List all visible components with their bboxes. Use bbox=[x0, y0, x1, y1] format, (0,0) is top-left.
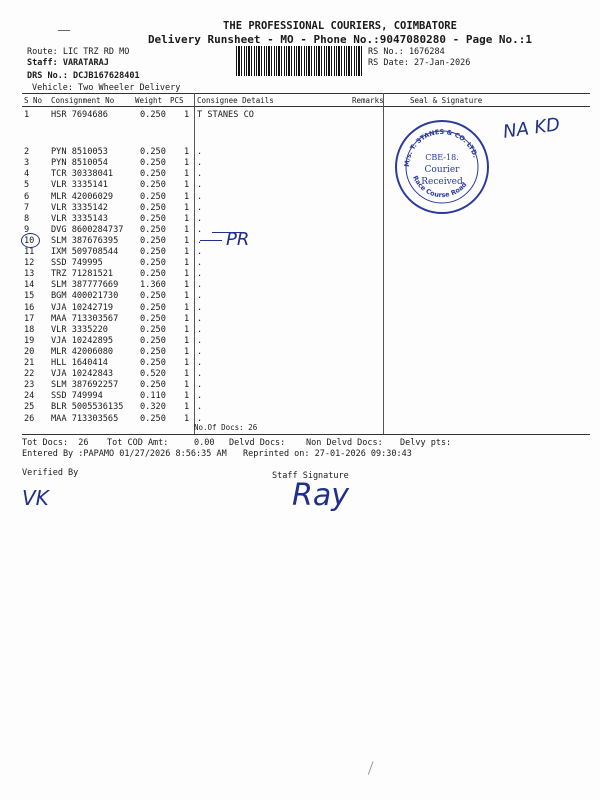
cell-sno: 5 bbox=[24, 180, 30, 191]
cell-cn: SSD 749995 bbox=[51, 258, 103, 269]
no-of-docs: No.Of Docs: 26 bbox=[194, 423, 258, 432]
cell-pcs: 1 bbox=[184, 391, 190, 402]
cell-wt: 0.250 bbox=[140, 235, 166, 246]
cell-sno: 20 bbox=[24, 346, 35, 357]
cell-wt: 0.250 bbox=[140, 247, 166, 257]
verified-by-label: Verified By bbox=[22, 468, 79, 478]
cell-cn: SSD 749994 bbox=[51, 391, 103, 402]
delivered-docs: Delvd Docs: bbox=[229, 438, 286, 448]
total-docs: Tot Docs: 26 bbox=[22, 438, 89, 448]
cell-cn: VLR 3335142 bbox=[51, 202, 108, 213]
cell-sno: 21 bbox=[24, 358, 35, 368]
cell-pcs: 1 bbox=[184, 269, 190, 280]
remark-dash-top bbox=[212, 232, 242, 233]
cell-wt: 0.320 bbox=[140, 402, 166, 413]
cell-cn: VLR 3335141 bbox=[51, 180, 108, 191]
staff-signature: Ray bbox=[292, 478, 349, 513]
cell-pcs: 1 bbox=[184, 302, 190, 313]
cell-cn: DVG 8600284737 bbox=[51, 224, 124, 235]
row-10-circle bbox=[21, 233, 40, 248]
cell-pcs: 1 bbox=[184, 402, 190, 413]
col-consignment: Consignment No bbox=[51, 96, 115, 105]
header-bottom-rule bbox=[22, 106, 590, 107]
header-top-rule bbox=[22, 93, 590, 94]
cell-wt: 0.250 bbox=[140, 202, 166, 213]
cell-cn: SLM 387777669 bbox=[51, 280, 119, 291]
cell-wt: 0.250 bbox=[140, 380, 166, 391]
cell-pcs: 1 bbox=[184, 224, 190, 235]
col-consignee: Consignee Details bbox=[197, 96, 274, 105]
cell-wt: 1.360 bbox=[140, 280, 166, 291]
cell-cons: . bbox=[197, 191, 203, 202]
divider-consignee bbox=[194, 93, 195, 435]
cell-pcs: 1 bbox=[184, 358, 190, 368]
cell-wt: 0.250 bbox=[140, 158, 166, 169]
cell-sno: 24 bbox=[24, 391, 35, 402]
cell-sno: 13 bbox=[24, 269, 35, 280]
cell-pcs: 1 bbox=[184, 235, 190, 246]
cell-sno: 7 bbox=[24, 202, 30, 213]
cell-sno: 10 bbox=[24, 235, 35, 246]
col-pcs: PCS bbox=[170, 96, 184, 105]
cell-pcs: 1 bbox=[184, 191, 190, 202]
reprinted-on: Reprinted on: 27-01-2026 09:30:43 bbox=[243, 449, 412, 459]
stamp-top-text: M/s. T. STANES & CO. LTD. bbox=[402, 127, 480, 168]
cell-cn: MLR 42006029 bbox=[51, 191, 114, 202]
cell-pcs: 1 bbox=[184, 324, 190, 335]
cell-cn: VJA 10242719 bbox=[51, 302, 114, 313]
cell-cons: . bbox=[197, 302, 203, 313]
cell-cons: . bbox=[197, 313, 203, 324]
cell-cn: PYN 8510054 bbox=[51, 158, 108, 169]
rs-number: RS No.: 1676284 bbox=[368, 47, 445, 57]
rs-date: RS Date: 27-Jan-2026 bbox=[368, 58, 471, 68]
cell-cons: . bbox=[197, 258, 203, 269]
cell-cons: . bbox=[197, 147, 203, 158]
verified-initials: VK bbox=[22, 486, 49, 510]
cell-wt: 0.250 bbox=[140, 269, 166, 280]
cell-pcs: 1 bbox=[184, 213, 190, 224]
company-title: THE PROFESSIONAL COURIERS, COIMBATORE bbox=[223, 20, 457, 32]
cell-cn: MAA 713303567 bbox=[51, 313, 119, 324]
cell-cons: . bbox=[197, 291, 203, 302]
cell-wt: 0.250 bbox=[140, 213, 166, 224]
cell-sno: 12 bbox=[24, 258, 35, 269]
cell-wt: 0.250 bbox=[140, 413, 166, 424]
cell-cons: . bbox=[197, 324, 203, 335]
cell-pcs: 1 bbox=[184, 258, 190, 269]
cell-cn: TCR 30338041 bbox=[51, 169, 114, 180]
cell-wt: 0.250 bbox=[140, 110, 166, 120]
cell-pcs: 1 bbox=[184, 247, 190, 257]
stamp-line3: Received bbox=[421, 177, 463, 187]
cell-sno: 14 bbox=[24, 280, 35, 291]
cell-wt: 0.250 bbox=[140, 335, 166, 346]
cell-cn: VLR 3335143 bbox=[51, 213, 108, 224]
cell-sno: 15 bbox=[24, 291, 35, 302]
cell-cons: . bbox=[197, 158, 203, 169]
cell-wt: 0.250 bbox=[140, 180, 166, 191]
stamp-line1: CBE-18. bbox=[425, 153, 459, 162]
cell-cons: . bbox=[197, 180, 203, 191]
cell-wt: 0.250 bbox=[140, 291, 166, 302]
cell-wt: 0.250 bbox=[140, 258, 166, 269]
cell-cn: VJA 10242895 bbox=[51, 335, 114, 346]
route-label: Route: LIC TRZ RD MO bbox=[27, 47, 130, 57]
cell-cn: MLR 42006080 bbox=[51, 346, 114, 357]
cell-cons: . bbox=[197, 202, 203, 213]
barcode bbox=[236, 46, 364, 76]
cell-cn: IXM 509708544 bbox=[51, 247, 119, 257]
cell-cons: . bbox=[197, 235, 203, 246]
cell-cons: . bbox=[197, 280, 203, 291]
stray-mark bbox=[368, 761, 379, 777]
vehicle-label: Vehicle: Two Wheeler Delivery bbox=[32, 83, 181, 93]
cell-pcs: 1 bbox=[184, 335, 190, 346]
cell-cn: MAA 713303565 bbox=[51, 413, 119, 424]
courier-received-stamp bbox=[395, 120, 489, 214]
cell-cn: PYN 8510053 bbox=[51, 147, 108, 158]
cell-cn: VJA 10242843 bbox=[51, 369, 114, 380]
cell-pcs: 1 bbox=[184, 110, 190, 120]
cell-sno: 9 bbox=[24, 224, 30, 235]
cell-pcs: 1 bbox=[184, 202, 190, 213]
col-remarks: Remarks bbox=[352, 96, 384, 105]
col-seal: Seal & Signature bbox=[410, 96, 483, 105]
cell-pcs: 1 bbox=[184, 291, 190, 302]
cell-sno: 8 bbox=[24, 213, 30, 224]
cell-cons: . bbox=[197, 358, 203, 368]
cell-cons: . bbox=[197, 380, 203, 391]
cell-sno: 1 bbox=[24, 110, 30, 120]
cell-cons: . bbox=[197, 413, 203, 424]
cell-cn: VLR 3335220 bbox=[51, 324, 108, 335]
cell-pcs: 1 bbox=[184, 380, 190, 391]
staff-signature-label: Staff Signature bbox=[272, 471, 349, 481]
cell-cn: BGM 400021730 bbox=[51, 291, 119, 302]
cell-pcs: 1 bbox=[184, 346, 190, 357]
cell-cons: . bbox=[197, 224, 203, 235]
cell-cons: . bbox=[197, 169, 203, 180]
cell-wt: 0.250 bbox=[140, 191, 166, 202]
cell-sno: 4 bbox=[24, 169, 30, 180]
cell-sno: 6 bbox=[24, 191, 30, 202]
stamp-bottom-text: Race Course Road bbox=[411, 174, 469, 200]
col-sno: S No bbox=[24, 96, 43, 105]
cell-pcs: 1 bbox=[184, 369, 190, 380]
col-weight: Weight bbox=[135, 96, 163, 105]
cell-wt: 0.520 bbox=[140, 369, 166, 380]
cell-cons: . bbox=[197, 213, 203, 224]
cell-wt: 0.250 bbox=[140, 358, 166, 368]
cell-wt: 0.250 bbox=[140, 147, 166, 158]
remark-dash bbox=[200, 240, 222, 241]
runsheet-title: Delivery Runsheet - MO - Phone No.:9047080280 - Page No.:1 bbox=[147, 33, 533, 46]
handwritten-remark: PR bbox=[226, 229, 250, 250]
cell-sno: 23 bbox=[24, 380, 35, 391]
cell-sno: 19 bbox=[24, 335, 35, 346]
cell-sno: 25 bbox=[24, 402, 35, 413]
cell-sno: 3 bbox=[24, 158, 30, 169]
entered-by: Entered By :PAPAMO 01/27/2026 8:56:35 AM bbox=[22, 449, 227, 459]
cell-cons: . bbox=[197, 391, 203, 402]
cell-sno: 2 bbox=[24, 147, 30, 158]
drs-number: DRS No.: DCJB167628401 bbox=[27, 71, 140, 81]
cell-cn: HLL 1640414 bbox=[51, 358, 108, 368]
staff-label: Staff: VARATARAJ bbox=[27, 58, 109, 68]
cell-cons: . bbox=[197, 346, 203, 357]
cell-cons: . bbox=[197, 247, 203, 257]
cell-pcs: 1 bbox=[184, 147, 190, 158]
cell-cons: T STANES CO bbox=[197, 110, 254, 120]
table-bottom-rule bbox=[22, 434, 590, 435]
divider-seal bbox=[383, 93, 384, 435]
cell-cons: . bbox=[197, 269, 203, 280]
cell-cn: HSR 7694686 bbox=[51, 110, 108, 120]
cell-sno: 16 bbox=[24, 302, 35, 313]
cell-cn: SLM 387676395 bbox=[51, 235, 119, 246]
cell-wt: 0.110 bbox=[140, 391, 166, 402]
total-cod-amount: Tot COD Amt: 0.00 bbox=[107, 438, 215, 448]
cell-wt: 0.250 bbox=[140, 324, 166, 335]
stamp-line2: Courier bbox=[424, 165, 460, 175]
cell-cons: . bbox=[197, 369, 203, 380]
non-delivered-docs: Non Delvd Docs: bbox=[306, 438, 383, 448]
cell-cons: . bbox=[197, 402, 203, 413]
cell-sno: 18 bbox=[24, 324, 35, 335]
cell-pcs: 1 bbox=[184, 169, 190, 180]
cell-cn: TRZ 71281521 bbox=[51, 269, 114, 280]
cell-pcs: 1 bbox=[184, 158, 190, 169]
cell-wt: 0.250 bbox=[140, 313, 166, 324]
cell-sno: 22 bbox=[24, 369, 35, 380]
cell-cn: BLR 5005536135 bbox=[51, 402, 124, 413]
handwritten-name: NA KD bbox=[501, 114, 562, 143]
cell-sno: 26 bbox=[24, 413, 35, 424]
cell-pcs: 1 bbox=[184, 313, 190, 324]
delivery-points: Delvy pts: bbox=[400, 438, 452, 448]
cell-wt: 0.250 bbox=[140, 346, 166, 357]
cell-wt: 0.250 bbox=[140, 169, 166, 180]
cell-pcs: 1 bbox=[184, 280, 190, 291]
cell-cons: . bbox=[197, 335, 203, 346]
cell-cn: SLM 387692257 bbox=[51, 380, 119, 391]
cell-wt: 0.250 bbox=[140, 302, 166, 313]
cell-pcs: 1 bbox=[184, 180, 190, 191]
cell-sno: 11 bbox=[24, 247, 35, 257]
cell-wt: 0.250 bbox=[140, 224, 166, 235]
pen-mark bbox=[58, 30, 70, 37]
cell-pcs: 1 bbox=[184, 413, 190, 424]
cell-sno: 17 bbox=[24, 313, 35, 324]
